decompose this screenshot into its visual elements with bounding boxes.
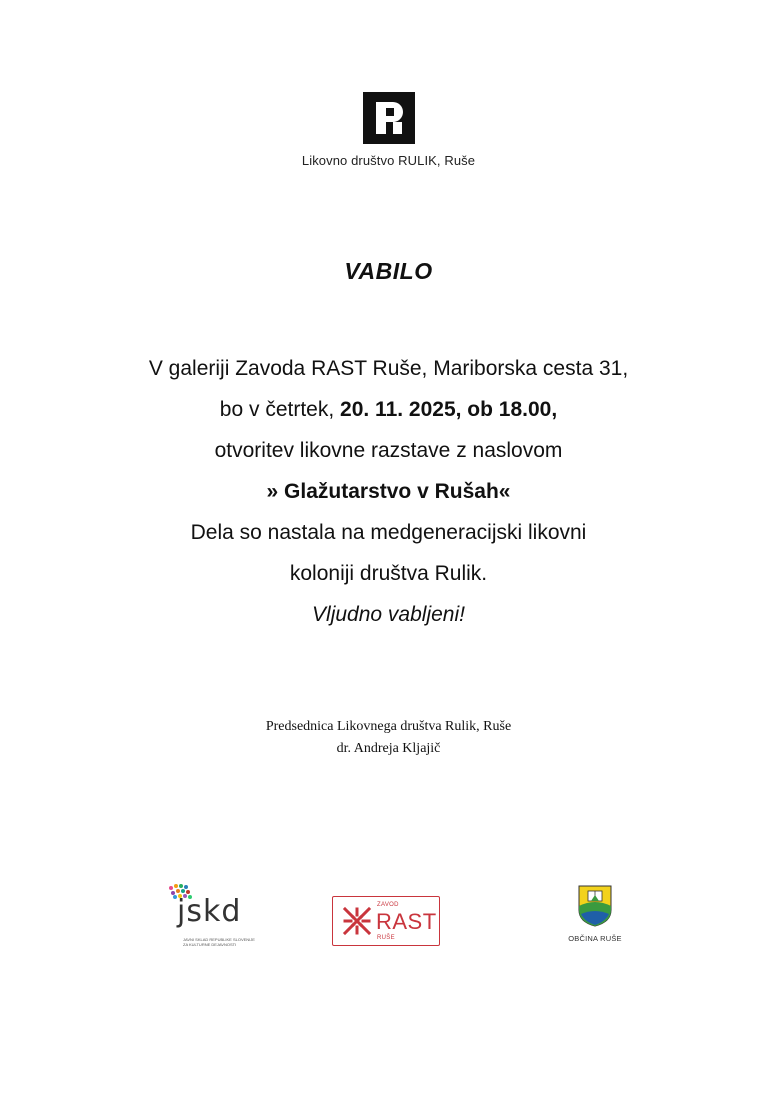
signature-name: dr. Andreja Kljajič <box>336 741 441 756</box>
organization-name: Likovno društvo RULIK, Ruše <box>301 153 476 168</box>
exhibition-title: » Glažutarstvo v Rušah« <box>266 480 511 503</box>
works-line-2: koloniji društva Rulik. <box>289 562 488 585</box>
ruse-label: OBČINA RUŠE <box>568 934 622 943</box>
event-date: 20. 11. 2025, ob 18.00, <box>340 398 558 421</box>
closing-greeting: Vljudno vabljeni! <box>312 603 465 626</box>
jskd-subtitle-line1: JAVNI SKLAD REPUBLIKE SLOVENIJE <box>183 937 255 942</box>
exhibition-intro-line: otvoritev likovne razstave z naslovom <box>214 439 563 462</box>
invitation-body <box>0 348 777 635</box>
rast-top-label: ZAVOD <box>377 902 399 908</box>
rast-mark-icon <box>341 905 373 937</box>
rulik-r-logo-icon <box>363 92 415 144</box>
rast-bottom-label: RUŠE <box>377 935 395 941</box>
header-logo <box>0 92 777 168</box>
rast-logo <box>332 896 440 946</box>
venue-line: V galeriji Zavoda RAST Ruše, Mariborska cesta 31, <box>148 357 629 380</box>
signature-role: Predsednica Likovnega društva Rulik, Ruše <box>265 719 512 734</box>
signature-block <box>0 716 777 760</box>
jskd-logo <box>165 882 265 952</box>
ruse-coat-of-arms-icon <box>577 884 613 928</box>
jskd-subtitle-line2: ZA KULTURNE DEJAVNOSTI <box>183 942 237 947</box>
page-title: VABILO <box>344 258 433 284</box>
date-prefix: bo v četrtek, <box>219 398 341 421</box>
works-line-1: Dela so nastala na medgeneracijski likovni <box>190 521 587 544</box>
jskd-subtitle <box>183 937 263 947</box>
rast-word: RAST <box>376 909 437 934</box>
jskd-word: jskd <box>177 894 242 929</box>
date-line <box>0 389 777 430</box>
ruse-logo <box>565 884 625 954</box>
